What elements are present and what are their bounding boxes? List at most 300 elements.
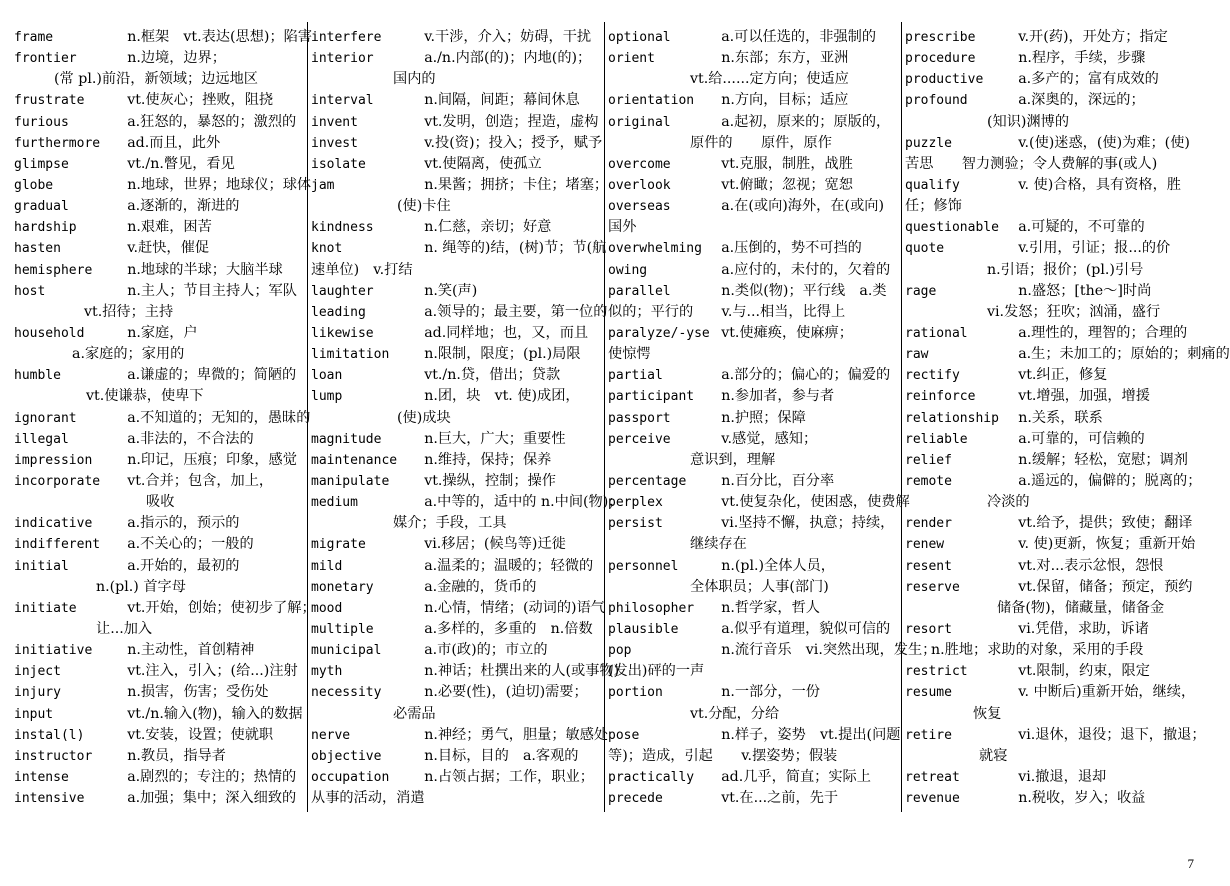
vocabulary-entry [14, 682, 306, 703]
definition: n.缓解；轻松，宽慰；调剂 [1018, 451, 1188, 468]
definition: a.非法的，不合法的 [127, 430, 254, 447]
vocabulary-entry [608, 386, 900, 407]
vocabulary-entry [905, 344, 1230, 365]
headword: laughter [311, 283, 374, 299]
definition: vt.在...之前，先于 [721, 790, 839, 807]
vocabulary-entry [311, 725, 609, 746]
vocabulary-entry [311, 112, 603, 133]
definition: v.感觉，感知； [721, 430, 818, 447]
definition: n.损害，伤害；受伤处 [127, 684, 269, 701]
definition: a.剧烈的；专注的；热情的 [127, 768, 297, 785]
headword: procedure [905, 51, 976, 67]
headword: kindness [311, 220, 374, 236]
entry-continuation [608, 69, 900, 90]
definition: vt.增强，加强，增援 [1018, 388, 1150, 405]
headword: precede [608, 791, 663, 807]
vocabulary-entry [608, 598, 900, 619]
definition: n.笑(声) [424, 282, 478, 299]
vocabulary-entry [905, 534, 1197, 555]
definition: a.开始的，最初的 [127, 557, 240, 574]
definition: vi.发怒；狂吹；汹涌，盛行 [987, 303, 1161, 320]
headword: necessity [311, 685, 382, 701]
vocabulary-entry [905, 682, 1197, 703]
definition: a.可以任选的，非强制的 [721, 29, 877, 45]
entry-continuation [311, 408, 603, 429]
vocabulary-entry [608, 238, 900, 259]
vocabulary-entry [905, 788, 1197, 809]
entry-continuation [608, 450, 900, 471]
definition: 苦思 智力测验；令人费解的事(或人) [905, 155, 1158, 172]
definition: vt./n.输入(物)，输入的数据 [127, 705, 303, 722]
headword: globe [14, 177, 54, 193]
headword: furthermore [14, 135, 101, 151]
headword: invent [311, 114, 358, 130]
entry-continuation [608, 534, 900, 555]
vocabulary-entry [14, 429, 306, 450]
vocabulary-entry [608, 112, 900, 133]
definition: vt.对...表示忿恨，怨恨 [1018, 557, 1164, 574]
entry-continuation [905, 196, 1197, 217]
vocabulary-entry [311, 619, 603, 640]
definition: n.东部；东方，亚洲 [721, 50, 849, 67]
definition: a./n.内部(的)；内地(的)； [424, 50, 592, 67]
definition: vt.合并；包含，加上， [127, 472, 274, 489]
headword: resort [905, 621, 952, 637]
vocabulary-entry [14, 365, 306, 386]
vocabulary-entry [311, 154, 603, 175]
definition: n.占领占据；工作，职业； [424, 768, 594, 785]
vocabulary-entry [14, 408, 311, 429]
vocabulary-entry [311, 133, 603, 154]
definition: a.多产的；富有成效的 [1018, 71, 1159, 88]
headword: orient [608, 51, 655, 67]
headword: participant [608, 389, 695, 405]
definition: 媒介；手段，工具 [393, 515, 507, 532]
headword: hasten [14, 241, 61, 257]
vocabulary-entry [311, 556, 603, 577]
headword: renew [905, 537, 945, 553]
entry-continuation [14, 302, 306, 323]
headword: gradual [14, 199, 69, 215]
headword: medium [311, 495, 358, 511]
definition: n.目标，目的 a.客观的 [424, 747, 579, 764]
headword: reliable [905, 431, 968, 447]
vocabulary-entry [14, 323, 306, 344]
definition: vt.使复杂化，使困惑，使费解 [721, 494, 910, 511]
vocabulary-entry [311, 746, 603, 767]
definition: 速单位) v.打结 [311, 261, 413, 278]
vocabulary-entry [905, 450, 1197, 471]
definition: n.教员，指导者 [127, 747, 226, 764]
headword: overcome [608, 156, 671, 172]
definition: n.团，块 vt. 使)成团， [424, 388, 580, 405]
vocabulary-entry [608, 619, 900, 640]
definition: a.深奥的，深远的； [1018, 92, 1145, 109]
vocabulary-column-4 [905, 27, 1230, 809]
definition: vt.给予，提供；致使；翻译 [1018, 515, 1193, 532]
definition: a.不知道的；无知的，愚昧的 [127, 409, 311, 426]
headword: productive [905, 72, 984, 88]
definition: v.赶快，催促 [127, 240, 209, 257]
column-divider [604, 22, 605, 812]
headword: ignorant [14, 410, 77, 426]
vocabulary-entry [14, 788, 306, 809]
entry-continuation [14, 386, 306, 407]
vocabulary-entry [14, 661, 306, 682]
definition: a.逐渐的，渐进的 [127, 198, 240, 215]
definition: vi.退休，退役；退下，撤退； [1018, 726, 1206, 743]
definition: vt.使瘫痪，使麻痹； [721, 324, 853, 341]
vocabulary-entry [905, 217, 1197, 238]
headword: interior [311, 51, 374, 67]
headword: retire [905, 727, 952, 743]
entry-continuation [311, 196, 603, 217]
headword: portion [608, 685, 663, 701]
definition: a.不关心的；一般的 [127, 536, 254, 553]
definition: a.压倒的，势不可挡的 [721, 240, 862, 257]
entry-continuation [608, 577, 900, 598]
definition: 全体职员；人事(部门) [690, 578, 829, 595]
definition: vi.凭借，求助，诉诸 [1018, 620, 1149, 637]
definition: v. 使)更新，恢复；重新开始 [1018, 536, 1196, 553]
entry-continuation [905, 640, 1197, 661]
headword: hardship [14, 220, 77, 236]
definition: v.干涉，介入；妨碍，干扰 [424, 29, 592, 45]
vocabulary-entry [311, 598, 603, 619]
definition: n.边境，边界； [127, 50, 226, 67]
vocabulary-entry [311, 344, 603, 365]
headword: incorporate [14, 473, 101, 489]
headword: interfere [311, 30, 382, 45]
vocabulary-entry [905, 556, 1197, 577]
definition: v.引用，引证；报...的价 [1018, 240, 1171, 257]
definition: n.方向，目标；适应 [721, 92, 849, 109]
definition: a.谦虚的；卑微的；简陋的 [127, 367, 297, 384]
headword: frame [14, 30, 54, 45]
definition: n.(pl.)全体人员， [721, 557, 835, 574]
headword: loan [311, 368, 343, 384]
vocabulary-entry [608, 196, 900, 217]
vocabulary-entry [608, 725, 900, 746]
headword: reserve [905, 579, 960, 595]
vocabulary-entry [311, 577, 603, 598]
headword: humble [14, 368, 61, 384]
headword: revenue [905, 791, 960, 807]
definition: 国外 [608, 219, 637, 236]
vocabulary-entry [608, 48, 900, 69]
definition: vt.保留，储备；预定，预约 [1018, 578, 1193, 595]
entry-continuation [14, 619, 306, 640]
entry-continuation [905, 260, 1197, 281]
entry-continuation [905, 154, 1197, 175]
entry-continuation [14, 492, 306, 513]
headword: parallel [608, 283, 671, 299]
definition: vt.使灰心；挫败，阻挠 [127, 92, 274, 109]
entry-continuation [311, 260, 603, 281]
definition: a.狂怒的，暴怒的；激烈的 [127, 113, 297, 130]
headword: personnel [608, 558, 679, 574]
entry-continuation [311, 704, 603, 725]
headword: plausible [608, 621, 679, 637]
entry-continuation [311, 69, 603, 90]
definition: a.温柔的；温暖的；轻微的 [424, 557, 594, 574]
definition: vi.移居；(候鸟等)迁徙 [424, 536, 566, 553]
headword: hemisphere [14, 262, 93, 278]
vocabulary-entry [905, 323, 1197, 344]
headword: furious [14, 114, 69, 130]
definition: a.市(政)的；市立的 [424, 642, 548, 659]
headword: nerve [311, 727, 351, 743]
entry-continuation [14, 577, 306, 598]
definition: n. 绳等的)结，(树)节；节(航 [424, 240, 607, 257]
vocabulary-entry [608, 788, 900, 809]
definition: n.心情，情绪；(动词的)语气 [424, 599, 605, 616]
headword: knot [311, 241, 343, 257]
vocabulary-entry [608, 175, 900, 196]
headword: prescribe [905, 30, 976, 45]
definition: 等)；造成，引起 v.摆姿势；假装 [608, 747, 838, 764]
definition: 继续存在 [690, 536, 747, 553]
definition: ad.而且，此外 [127, 134, 221, 151]
headword: migrate [311, 537, 366, 553]
vocabulary-entry [14, 513, 306, 534]
definition: 必需品 [393, 705, 436, 722]
definition: vt.安装，设置；使就职 [127, 726, 274, 743]
vocabulary-entry [14, 48, 306, 69]
headword: jam [311, 177, 335, 193]
vocabulary-entry [608, 492, 910, 513]
vocabulary-entry [608, 27, 900, 48]
entry-continuation [905, 704, 1197, 725]
vocabulary-entry [311, 767, 603, 788]
vocabulary-entry [14, 27, 313, 48]
headword: retreat [905, 769, 960, 785]
definition: n.框架 vt.表达(思想)；陷害 [127, 29, 313, 45]
definition: ad.几乎，简直；实际上 [721, 768, 871, 785]
definition: n.(pl.) 首字母 [96, 578, 186, 595]
headword: partial [608, 368, 663, 384]
headword: mood [311, 600, 343, 616]
headword: injury [14, 685, 61, 701]
definition: a.可疑的，不可靠的 [1018, 219, 1145, 236]
entry-continuation [608, 217, 900, 238]
definition: n.样子，姿势 vt.提出(问题 [721, 726, 901, 743]
entry-continuation [905, 302, 1197, 323]
headword: isolate [311, 156, 366, 172]
headword: remote [905, 473, 952, 489]
definition: v.开(药)，开处方；指定 [1018, 29, 1168, 45]
entry-continuation [608, 746, 900, 767]
headword: leading [311, 304, 366, 320]
definition: vt.限制，约束，限定 [1018, 663, 1150, 680]
definition: n.主人；节目主持人；军队 [127, 282, 297, 299]
headword: restrict [905, 664, 968, 680]
entry-continuation [905, 598, 1197, 619]
headword: pop [608, 643, 632, 659]
vocabulary-entry [905, 281, 1197, 302]
definition: a.部分的；偏心的；偏爱的 [721, 367, 891, 384]
definition: vi.撤退，退却 [1018, 768, 1107, 785]
definition: a.理性的，理智的；合理的 [1018, 324, 1188, 341]
headword: orientation [608, 93, 695, 109]
vocabulary-entry [311, 217, 603, 238]
definition: n.间隔，间距；幕间休息 [424, 92, 580, 109]
definition: 似的；平行的 v.与...相当，比得上 [608, 303, 846, 320]
entry-continuation [905, 492, 1197, 513]
headword: household [14, 325, 85, 341]
definition: vt.使隔离，使孤立 [424, 155, 542, 172]
vocabulary-entry [14, 196, 306, 217]
vocabulary-entry [311, 640, 603, 661]
definition: a.加强；集中；深入细致的 [127, 790, 297, 807]
vocabulary-entry [608, 429, 900, 450]
headword: questionable [905, 220, 999, 236]
vocabulary-entry [14, 471, 306, 492]
definition: 原件的 原件，原作 [690, 134, 832, 151]
vocabulary-entry [905, 471, 1202, 492]
entry-continuation [608, 302, 900, 323]
vocabulary-entry [608, 556, 900, 577]
definition: a.似乎有道理，貌似可信的 [721, 620, 891, 637]
definition: v.投(资)；投入；授予，赋予 [424, 134, 603, 151]
vocabulary-entry [311, 682, 603, 703]
definition: n.参加者，参与者 [721, 388, 835, 405]
entry-continuation [608, 704, 900, 725]
definition: vt.开始，创始；使初步了解； [127, 599, 316, 616]
vocabulary-entry [311, 238, 607, 259]
column-divider [901, 22, 902, 812]
definition: v. 中断后)重新开始，继续， [1018, 684, 1196, 701]
definition: a.金融的，货币的 [424, 578, 537, 595]
definition: a.起初，原来的；原版的， [721, 113, 891, 130]
definition: n.胜地；求助的对象，采用的手段 [931, 642, 1144, 659]
vocabulary-entry [905, 48, 1197, 69]
definition: vt./n.贷，借出；贷款 [424, 367, 561, 384]
definition: vt.克服，制胜，战胜 [721, 155, 853, 172]
entry-continuation [608, 661, 900, 682]
vocabulary-entry [311, 281, 603, 302]
headword: quote [905, 241, 945, 257]
headword: frustrate [14, 93, 85, 109]
headword: instructor [14, 748, 93, 764]
definition: (使)成块 [397, 409, 451, 426]
vocabulary-entry [608, 90, 900, 111]
headword: relationship [905, 410, 999, 426]
vocabulary-entry [905, 619, 1197, 640]
vocabulary-entry [608, 323, 900, 344]
headword: lump [311, 389, 343, 405]
headword: occupation [311, 769, 390, 785]
entry-continuation [14, 69, 306, 90]
headword: profound [905, 93, 968, 109]
vocabulary-entry [14, 281, 306, 302]
headword: likewise [311, 325, 374, 341]
definition: 储备(物)，储藏量，储备金 [997, 599, 1165, 616]
vocabulary-entry [14, 450, 306, 471]
entry-continuation [905, 112, 1197, 133]
headword: optional [608, 30, 671, 45]
entry-continuation [311, 513, 603, 534]
headword: raw [905, 347, 929, 363]
vocabulary-entry [608, 513, 900, 534]
vocabulary-entry [608, 281, 900, 302]
vocabulary-entry [14, 556, 306, 577]
headword: myth [311, 664, 343, 680]
definition: n.家庭，户 [127, 324, 198, 341]
vocabulary-entry [14, 725, 306, 746]
vocabulary-entry [608, 767, 900, 788]
vocabulary-entry [311, 302, 608, 323]
vocabulary-entry [311, 48, 603, 69]
vocabulary-entry [905, 90, 1197, 111]
definition: n.神话；杜撰出来的人(或事物) [424, 663, 620, 680]
headword: initiate [14, 600, 77, 616]
vocabulary-entry [608, 471, 900, 492]
headword: paralyze/-yse [608, 325, 710, 341]
definition: v.(使)迷惑，(使)为难；(使) [1018, 134, 1190, 151]
definition: 恢复 [973, 705, 1002, 722]
definition: n.流行音乐 vi.突然出现，发生； [721, 642, 937, 659]
definition: 就寝 [979, 747, 1008, 764]
definition: (知识)渊博的 [987, 113, 1070, 130]
definition: n.盛怒；[the～]时尚 [1018, 282, 1152, 299]
vocabulary-entry [14, 217, 306, 238]
definition: a.家庭的；家用的 [72, 346, 185, 363]
headword: intense [14, 769, 69, 785]
page-number: 7 [1187, 856, 1194, 871]
headword: invest [311, 135, 358, 151]
definition: (常 pl.)前沿，新领域；边远地区 [54, 71, 258, 88]
definition: (发出)砰的一声 [608, 663, 705, 680]
definition: n.哲学家，哲人 [721, 599, 820, 616]
definition: a.遥远的，偏僻的；脱离的； [1018, 472, 1202, 489]
headword: host [14, 283, 46, 299]
definition: n.护照；保障 [721, 409, 806, 426]
definition: vt.给......定方向；使适应 [690, 71, 849, 88]
headword: original [608, 114, 671, 130]
definition: a.指示的，预示的 [127, 515, 240, 532]
definition: n.一部分，一份 [721, 684, 820, 701]
vocabulary-entry [608, 260, 900, 281]
headword: overlook [608, 177, 671, 193]
headword: overseas [608, 199, 671, 215]
headword: inject [14, 664, 61, 680]
headword: puzzle [905, 135, 952, 151]
headword: interval [311, 93, 374, 109]
definition: vt.招待；主持 [84, 303, 174, 320]
definition: ad.同样地；也，又，而且 [424, 324, 589, 341]
vocabulary-column-1 [14, 27, 316, 809]
headword: glimpse [14, 156, 69, 172]
vocabulary-entry [14, 534, 306, 555]
headword: owing [608, 262, 648, 278]
entry-continuation [608, 344, 900, 365]
vocabulary-entry [311, 661, 620, 682]
headword: resent [905, 558, 952, 574]
vocabulary-entry [905, 513, 1197, 534]
definition: a.在(或向)海外，在(或向) [721, 198, 884, 215]
vocabulary-entry [608, 365, 900, 386]
headword: rectify [905, 368, 960, 384]
definition: n.印记，压痕；印象，感觉 [127, 451, 297, 468]
definition: vt.操纵，控制；操作 [424, 472, 556, 489]
vocabulary-entry [905, 767, 1197, 788]
definition: n.关系，联系 [1018, 409, 1103, 426]
definition: (使)卡住 [397, 198, 451, 215]
vocabulary-entry [905, 69, 1197, 90]
vocabulary-entry [905, 238, 1197, 259]
headword: mild [311, 558, 343, 574]
